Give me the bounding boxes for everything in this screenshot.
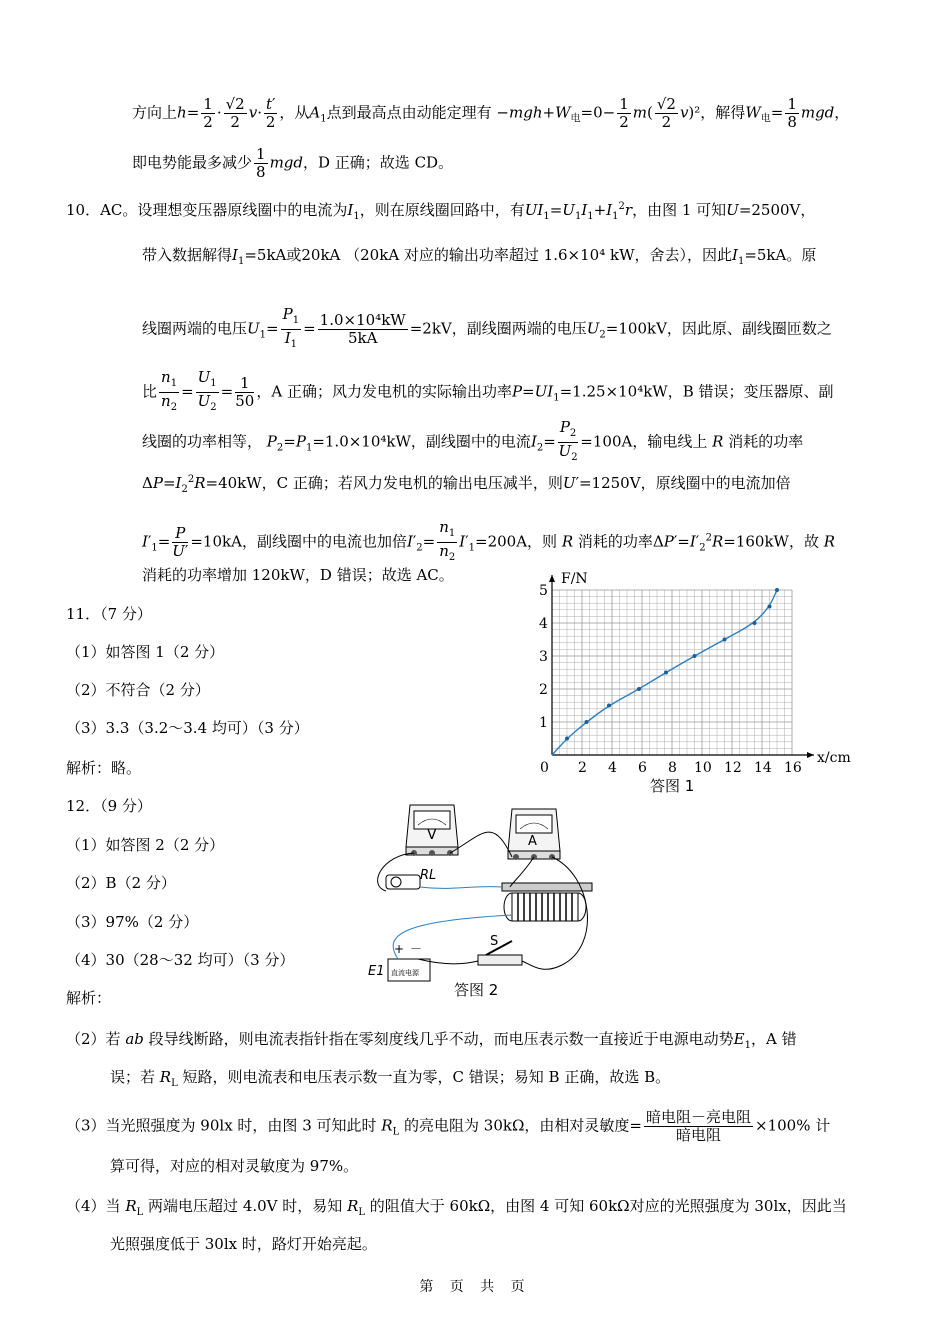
q11-a1: （1）如答图 1（2 分） <box>66 643 225 661</box>
svg-text:V: V <box>427 827 437 843</box>
q12-a4: （4）30（28～32 均可）（3 分） <box>66 951 295 969</box>
x-tick-label: 14 <box>754 760 772 776</box>
x-axis-arrow <box>807 752 814 758</box>
q12-exp-2a: （2）若 ab 段导线断路，则电流表指针指在零刻度线几乎不动，而电压表示数一直接近于电源电动势$E_1$，A 错 <box>66 1030 797 1051</box>
page-footer: 第 页 共 页 <box>419 1279 531 1295</box>
y-tick-label: 3 <box>539 649 548 665</box>
q12-exp-4b: 光照强度低于 30lx 时，路灯开始亮起。 <box>110 1235 377 1253</box>
y-tick-label: 2 <box>539 682 548 698</box>
q12-exp-3b: 算可得，对应的相对灵敏度为 97%。 <box>110 1157 359 1175</box>
q10-line-4: 比 $\frac{n_1}{n_2}$ = $\frac{U_1}{U_2}$ = $\frac{1}{50}$ ，A 正确；风力发电机的实际输出功率$P=UI_1=1.25\times 10^4kW$，B 错误；变压器原、副 <box>142 368 834 413</box>
q12-exp-3a: （3）当光照强度为 90lx 时，由图 3 可知此时 $R_L$ 的亮电阻为 30kΩ，由相对灵敏度= 暗电阻－亮电阻 暗电阻 ×100% 计 <box>66 1108 831 1144</box>
data-point <box>664 671 668 675</box>
battery-e1 <box>368 942 430 981</box>
y-tick-label: 5 <box>539 583 548 599</box>
q11-a2: （2）不符合（2 分） <box>66 681 210 699</box>
x-tick-label: 2 <box>578 760 587 776</box>
answer-figure-2-circuit <box>362 795 602 1005</box>
circuit-caption: 答图 2 <box>454 981 499 999</box>
q11-head: 11．（7 分） <box>66 605 152 623</box>
svg-text:直流电源: 直流电源 <box>391 969 419 977</box>
svg-text:A: A <box>528 834 537 849</box>
q10-line-8: 消耗的功率增加 120kW，D 错误；故选 AC。 <box>142 566 454 584</box>
data-point <box>768 605 772 609</box>
x-tick-label: 10 <box>694 760 712 776</box>
data-point <box>585 720 589 724</box>
y-axis-label: F/N <box>561 571 588 587</box>
x-axis-label: x/cm <box>817 750 851 766</box>
data-point <box>693 654 697 658</box>
svg-text:S: S <box>490 934 499 949</box>
q10-line-7: $I'_1=$ $\frac{P}{U'}$ =10kA，副线圈中的电流也加倍$I'_2=$ $\frac{n_1}{n_2}$ $I'_1=200A$，则 R 消耗的功率$\Delta P'=I'_2^2R=160kW$，故 R <box>142 518 836 563</box>
rheostat <box>502 883 592 921</box>
q11-note: 解析：略。 <box>66 759 142 777</box>
answer-figure-1-chart <box>535 570 855 795</box>
photoresistor-rl <box>386 868 436 889</box>
q12-a3: （3）97%（2 分） <box>66 913 199 931</box>
x-tick-label: 12 <box>724 760 742 776</box>
y-axis-arrow <box>549 575 555 582</box>
x-tick-label: 8 <box>668 760 677 776</box>
q9-line-2: 即电势能最多减少 $\frac{1}{8}$ mgd，D 正确；故选 CD。 <box>132 145 454 181</box>
data-point <box>637 687 641 691</box>
q12-exp-4a: （4）当 $R_L$ 两端电压超过 4.0V 时，易知 $R_L$ 的阻值大于 60kΩ，由图 4 可知 60kΩ对应的光照强度为 30lx，因此当 <box>66 1197 847 1218</box>
q12-exp-2b: 误；若 $R_L$ 短路，则电流表和电压表示数一直为零，C 错误；易知 B 正确，故选 B。 <box>110 1068 671 1089</box>
svg-text:－: － <box>410 942 423 956</box>
ammeter <box>508 809 560 860</box>
data-point <box>775 588 779 592</box>
voltmeter <box>406 805 458 856</box>
svg-text:+: + <box>394 942 405 956</box>
x-tick-label: 4 <box>608 760 617 776</box>
svg-text:E1: E1 <box>368 964 385 979</box>
q10-line-2: 带入数据解得$I_1=5kA$或20kA （20kA 对应的输出功率超过 1.6×10⁴ kW，舍去），因此$I_1=5kA$。原 <box>142 246 817 267</box>
switch-s <box>478 934 522 965</box>
x-tick-label: 6 <box>638 760 647 776</box>
data-point <box>723 638 727 642</box>
q12-note: 解析： <box>66 989 112 1007</box>
q10-line-5: 线圈的功率相等， $P_2=P_1=1.0\times 10^4kW$，副线圈中的电流$I_2=$ $\frac{P_2}{U_2}$ =100A，输电线上 R 消耗的功率 <box>142 418 804 463</box>
y-tick-label: 1 <box>539 715 548 731</box>
q10-line-1: 10．AC。设理想变压器原线圈中的电流为$I_1$，则在原线圈回路中，有$UI_1=U_1I_1+I_1^2r$，由图 1 可知U=2500V， <box>66 201 816 222</box>
q12-head: 12．（9 分） <box>66 797 152 815</box>
q9-line-1: 方向上h= $\frac{1}{2}$ · $\frac{√2}{2}$ v· $\frac{t'}{2}$ ，从$A_1$点到最高点由动能定理有 $-mgh+W_电=0-$ $\frac{1}{2}$ m( $\frac{√2}{2}$ v)²，解得$W_电=$ $\frac{1}{8}$ mgd， <box>132 95 850 131</box>
y-tick-label: 4 <box>539 616 548 632</box>
q12-a2: （2）B（2 分） <box>66 874 176 892</box>
q12-a1: （1）如答图 2（2 分） <box>66 836 225 854</box>
chart-caption: 答图 1 <box>650 777 695 795</box>
svg-text:RL: RL <box>420 868 437 883</box>
q10-line-6: $\Delta P=I_2^2R=40kW$，C 正确；若风力发电机的输出电压减半，则U′=1250V，原线圈中的电流加倍 <box>142 474 791 495</box>
q10-line-3: 线圈两端的电压$U_1=$ $\frac{P_1}{I_1}$ = $\frac{\text{1.0×10⁴kW}}{5kA}$ =2kV，副线圈两端的电压$U_2=100kV$，因此原、副线圈匝数之 <box>142 305 832 350</box>
q11-a3: （3）3.3（3.2～3.4 均可）（3 分） <box>66 719 309 737</box>
data-point <box>753 621 757 625</box>
data-point <box>607 704 611 708</box>
x-tick-label: 0 <box>540 760 549 776</box>
x-tick-label: 16 <box>784 760 802 776</box>
data-point <box>565 737 569 741</box>
